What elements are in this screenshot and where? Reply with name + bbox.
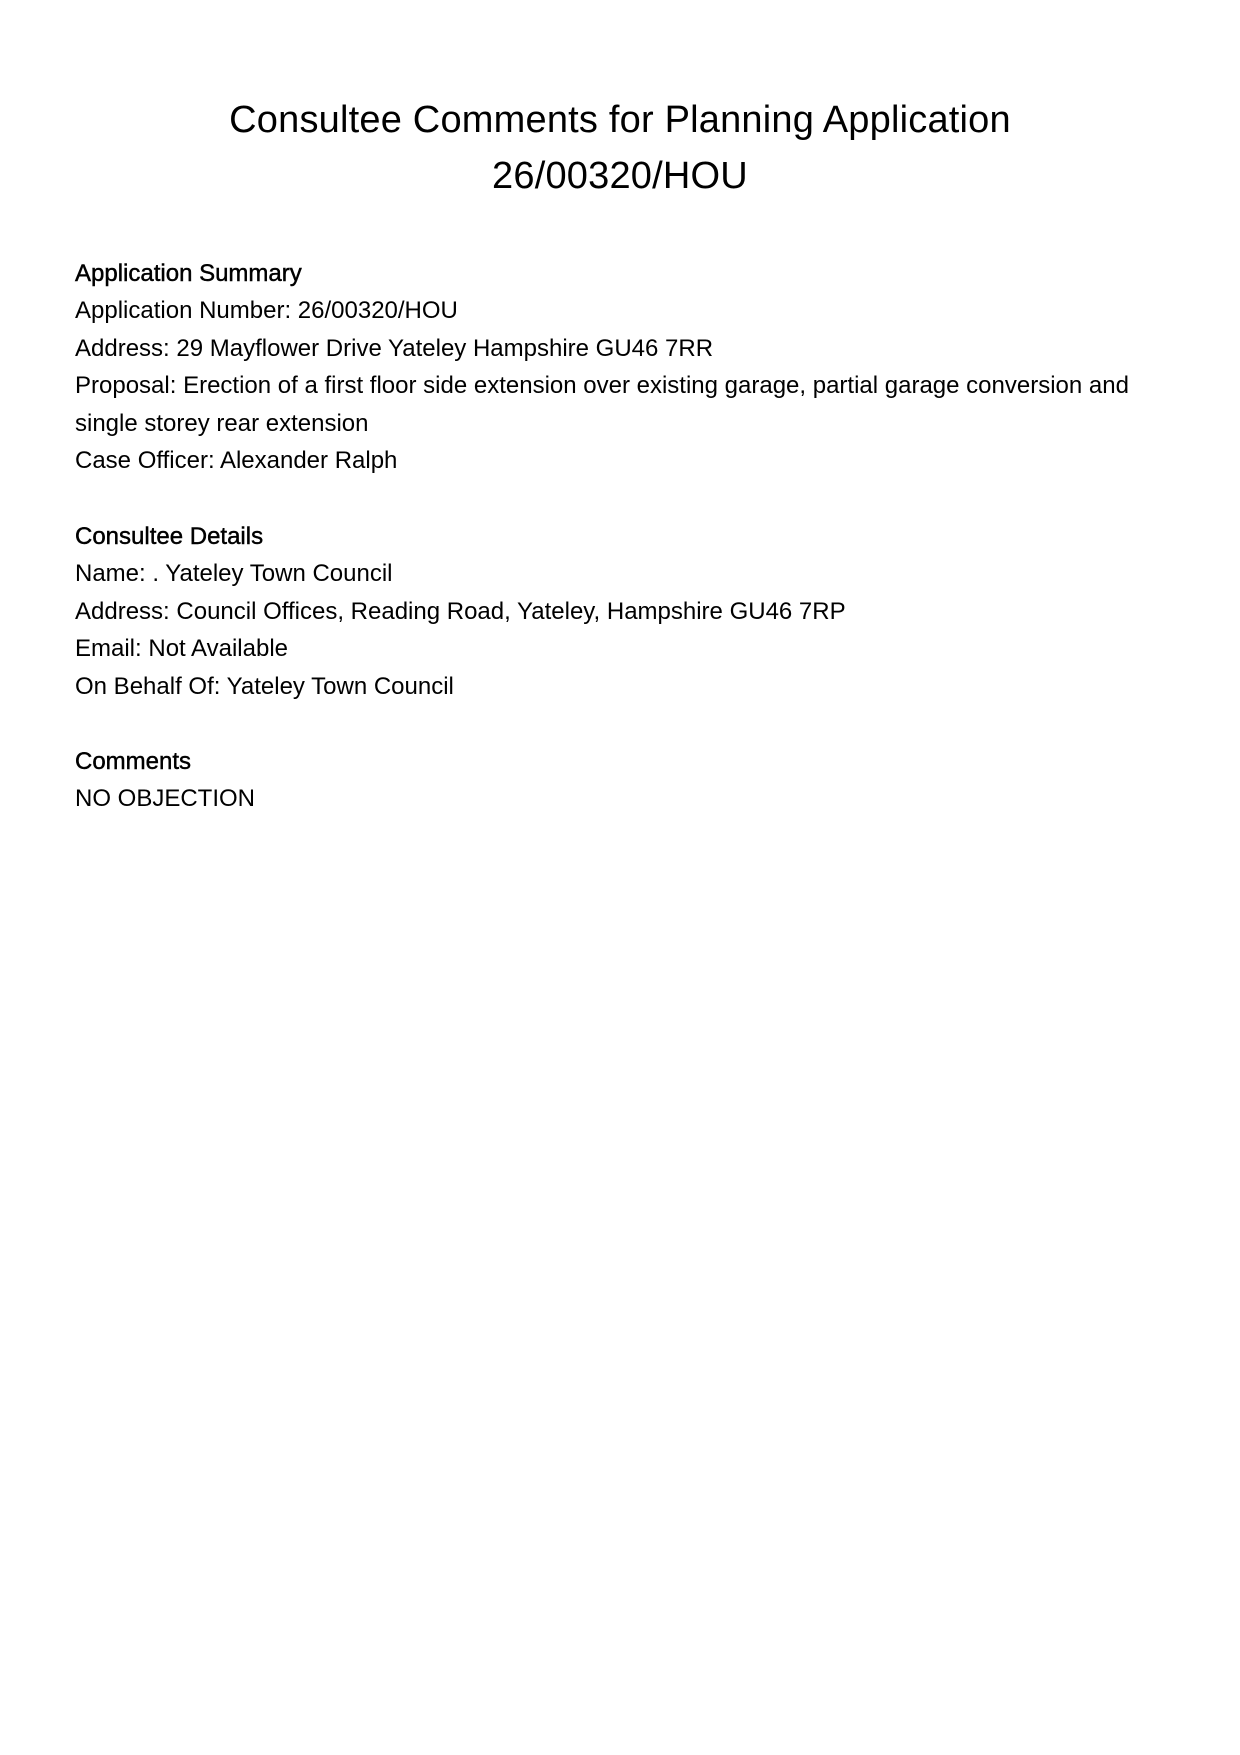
title-line-1: Consultee Comments for Planning Application [229,99,1011,141]
comments-section [75,743,1165,818]
case-officer-line [75,442,1165,480]
document-body [75,255,1165,856]
consultee-email-label: Email: [75,635,149,663]
consultee-email-line [75,630,1165,668]
title-line-2: 26/00320/HOU [492,155,748,197]
proposal-value: Erection of a first floor side extension over existing garage, partial garage conversion and single storey rear extension [75,372,1136,437]
application-address-value: 29 Mayflower Drive Yateley Hampshire GU46 7RR [176,334,714,362]
case-officer-label: Case Officer: [75,447,220,475]
application-number-value: 26/00320/HOU [297,297,458,324]
comments-heading: Comments [75,748,192,776]
consultee-address-value: Council Offices, Reading Road, Yateley, Hampshire GU46 7RP [176,597,846,625]
application-address-label: Address: [75,334,177,362]
consultee-address-line [75,593,1165,631]
on-behalf-of-line [75,668,1165,706]
application-number-label: Application Number: [75,297,298,324]
document-title [0,92,1240,204]
application-summary-section [75,255,1165,480]
consultee-address-label: Address: [75,597,177,625]
application-number-line [75,292,1165,330]
consultee-name-value: . Yateley Town Council [152,559,393,587]
consultee-name-line [75,555,1165,593]
proposal-label: Proposal: [75,372,184,400]
case-officer-value: Alexander Ralph [219,447,398,475]
proposal-line [75,367,1165,442]
application-address-line [75,330,1165,368]
consultee-email-value: Not Available [148,635,289,663]
application-summary-heading: Application Summary [75,260,302,287]
on-behalf-of-value: Yateley Town Council [226,672,454,700]
consultee-details-section [75,518,1165,705]
comments-text: NO OBJECTION [75,785,256,813]
consultee-name-label: Name: [75,559,153,587]
on-behalf-of-label: On Behalf Of: [75,672,227,700]
consultee-details-heading: Consultee Details [75,522,264,550]
